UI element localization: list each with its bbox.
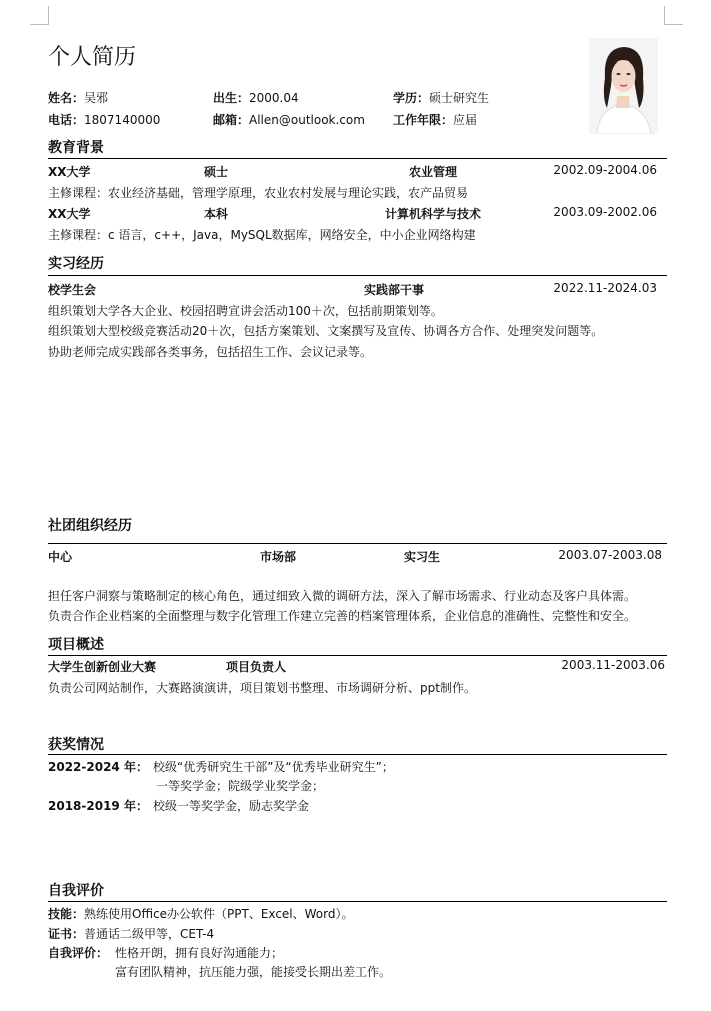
edu-courses: 主修课程：农业经济基础，管理学原理，农业农村发展与理论实践，农产品贸易 <box>48 186 469 200</box>
section-heading-project: 项目概述 <box>48 637 104 653</box>
profile-photo <box>589 38 658 134</box>
skill-value: 熟练使用Office办公软件（PPT、Excel、Word）。 <box>84 907 354 921</box>
club-dept: 市场部 <box>260 550 297 564</box>
section-divider <box>48 655 667 656</box>
info-years <box>393 111 477 128</box>
portrait-image <box>589 38 658 134</box>
intern-line: 协助老师完成实践部各类事务，包括招生工作、会议记录等。 <box>48 345 373 359</box>
page-title: 个人简历 <box>48 45 137 70</box>
project-date: 2003.11-2003.06 <box>561 658 665 672</box>
edu-date: 2003.09-2002.06 <box>553 205 657 219</box>
birth-label: 出生： <box>213 91 250 105</box>
eval-label: 自我评价： <box>48 946 109 960</box>
section-heading-internship: 实习经历 <box>48 256 104 272</box>
project-line: 负责公司网站制作，大赛路演演讲，项目策划书整理、市场调研分析、ppt制作。 <box>48 681 476 695</box>
section-divider <box>48 158 667 159</box>
edu-school: XX大学 <box>48 165 91 179</box>
club-line: 负责合作企业档案的全面整理与数字化管理工作建立完善的档案管理体系，企业信息的准确性、完整性和安全。 <box>48 609 637 623</box>
self-skill <box>48 905 353 922</box>
name-label: 姓名： <box>48 91 85 105</box>
edu-school: XX大学 <box>48 207 91 221</box>
name-value: 吴邪 <box>84 91 109 105</box>
corner-mark-tl <box>30 6 49 25</box>
section-divider <box>48 754 667 755</box>
intern-line: 组织策划大型校级竞赛活动20＋次，包括方案策划、文案撰写及宣传、协调各方合作、处理突发问题等。 <box>48 324 604 338</box>
award-period: 2022-2024 年： <box>48 760 148 774</box>
section-heading-education: 教育背景 <box>48 140 104 156</box>
years-value: 应届 <box>453 113 478 127</box>
intern-role: 实践部干事 <box>364 283 425 297</box>
section-heading-awards: 获奖情况 <box>48 737 104 753</box>
intern-date: 2022.11-2024.03 <box>553 281 657 295</box>
years-label: 工作年限： <box>393 113 454 127</box>
edu-degree: 硕士 <box>204 165 229 179</box>
cert-label: 证书： <box>48 927 85 941</box>
phone-label: 电话： <box>48 113 85 127</box>
section-divider <box>48 901 667 902</box>
edu-major: 农业管理 <box>409 165 458 179</box>
info-phone <box>48 111 160 128</box>
section-heading-self: 自我评价 <box>48 883 104 899</box>
phone-value: 1807140000 <box>84 113 161 127</box>
club-date: 2003.07-2003.08 <box>558 548 662 562</box>
info-email <box>213 111 365 128</box>
project-role: 项目负责人 <box>226 660 287 674</box>
section-divider <box>48 543 667 544</box>
cert-value: 普通话二级甲等，CET-4 <box>84 927 215 941</box>
corner-mark-tr <box>664 6 683 25</box>
club-role: 实习生 <box>404 550 441 564</box>
birth-value: 2000.04 <box>249 91 299 105</box>
award-line: 校级“优秀研究生干部”及“优秀毕业研究生”； <box>153 760 394 774</box>
info-degree <box>393 89 489 106</box>
email-label: 邮箱： <box>213 113 250 127</box>
club-org: 中心 <box>48 550 73 564</box>
section-divider <box>48 275 667 276</box>
degree-label: 学历： <box>393 91 430 105</box>
award-period: 2018-2019 年： <box>48 799 148 813</box>
info-birth <box>213 89 299 106</box>
intern-org: 校学生会 <box>48 283 97 297</box>
edu-degree: 本科 <box>204 207 229 221</box>
award-line: 校级一等奖学金，励志奖学金 <box>153 799 310 813</box>
info-name <box>48 89 108 106</box>
eval-line: 富有团队精神，抗压能力强，能接受长期出差工作。 <box>115 965 392 979</box>
edu-major: 计算机科学与技术 <box>385 207 482 221</box>
edu-date: 2002.09-2004.06 <box>553 163 657 177</box>
section-heading-club: 社团组织经历 <box>48 518 132 534</box>
edu-courses: 主修课程：c 语言，c++，Java，MySQL数据库，网络安全，中小企业网络构建 <box>48 228 476 242</box>
club-line: 担任客户洞察与策略制定的核心角色，通过细致入微的调研方法，深入了解市场需求、行业动态及客户具体需。 <box>48 589 637 603</box>
email-value[interactable]: Allen@outlook.com <box>249 113 365 127</box>
project-name: 大学生创新创业大赛 <box>48 660 157 674</box>
skill-label: 技能： <box>48 907 85 921</box>
self-cert <box>48 925 214 942</box>
eval-line: 性格开朗，拥有良好沟通能力； <box>115 946 284 960</box>
intern-line: 组织策划大学各大企业、校园招聘宣讲会活动100＋次，包括前期策划等。 <box>48 304 443 318</box>
degree-value: 硕士研究生 <box>429 91 490 105</box>
award-line: 一等奖学金；院级学业奖学金； <box>156 779 325 793</box>
